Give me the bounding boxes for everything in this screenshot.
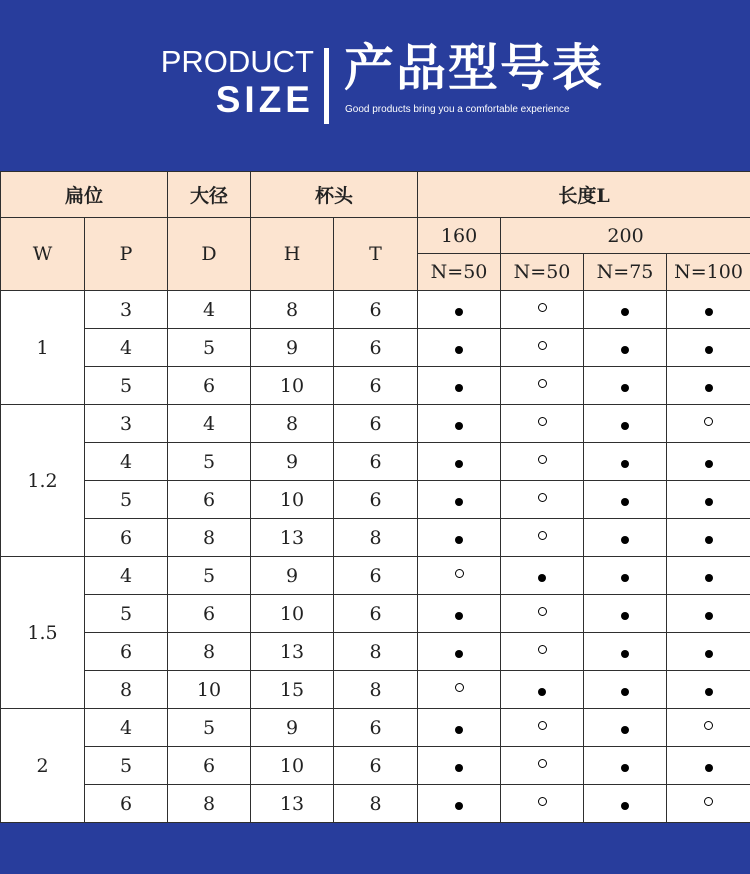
t-value: 6 — [334, 557, 418, 595]
availability-cell — [418, 633, 501, 671]
availability-cell — [501, 481, 584, 519]
hollow-circle-icon — [538, 759, 547, 768]
availability-cell — [418, 747, 501, 785]
filled-dot-icon — [455, 764, 463, 772]
filled-dot-icon — [455, 308, 463, 316]
size-word: SIZE — [215, 79, 314, 120]
availability-cell — [501, 671, 584, 709]
filled-dot-icon — [705, 308, 713, 316]
page-header — [0, 0, 750, 168]
brand-block — [161, 46, 314, 120]
table-row — [1, 443, 750, 481]
t-value: 6 — [334, 709, 418, 747]
p-value: 4 — [85, 443, 168, 481]
table-row — [1, 633, 750, 671]
availability-cell — [667, 747, 750, 785]
filled-dot-icon — [705, 688, 713, 696]
w-value: 2 — [1, 709, 85, 823]
t-value: 6 — [334, 291, 418, 329]
availability-cell — [584, 481, 667, 519]
header-cup-head: 杯头 — [251, 172, 418, 218]
hollow-circle-icon — [538, 721, 547, 730]
availability-cell — [418, 709, 501, 747]
availability-cell — [418, 557, 501, 595]
hollow-circle-icon — [538, 379, 547, 388]
n-label: N=50 — [501, 254, 584, 291]
availability-cell — [667, 519, 750, 557]
product-word: PRODUCT — [160, 44, 314, 79]
hollow-circle-icon — [538, 417, 547, 426]
p-value: 5 — [85, 481, 168, 519]
filled-dot-icon — [705, 346, 713, 354]
group-header-row — [1, 172, 750, 218]
availability-cell — [667, 709, 750, 747]
h-value: 9 — [251, 557, 334, 595]
h-value: 13 — [251, 633, 334, 671]
availability-cell — [667, 329, 750, 367]
filled-dot-icon — [705, 498, 713, 506]
availability-cell — [418, 481, 501, 519]
availability-cell — [584, 557, 667, 595]
header-length: 长度L — [418, 172, 750, 218]
h-value: 10 — [251, 367, 334, 405]
availability-cell — [667, 595, 750, 633]
d-value: 8 — [168, 633, 251, 671]
availability-cell — [418, 405, 501, 443]
availability-cell — [667, 481, 750, 519]
letter-header-row — [1, 218, 750, 254]
availability-cell — [501, 367, 584, 405]
filled-dot-icon — [455, 536, 463, 544]
filled-dot-icon — [455, 612, 463, 620]
filled-dot-icon — [455, 384, 463, 392]
filled-dot-icon — [705, 764, 713, 772]
h-value: 10 — [251, 481, 334, 519]
hollow-circle-icon — [455, 683, 464, 692]
filled-dot-icon — [705, 574, 713, 582]
h-value: 10 — [251, 747, 334, 785]
h-value: 8 — [251, 291, 334, 329]
d-value: 10 — [168, 671, 251, 709]
availability-cell — [584, 367, 667, 405]
availability-cell — [667, 785, 750, 823]
t-value: 6 — [334, 481, 418, 519]
availability-cell — [418, 519, 501, 557]
length-200: 200 — [501, 218, 750, 254]
p-value: 5 — [85, 595, 168, 633]
hollow-circle-icon — [538, 531, 547, 540]
h-value: 13 — [251, 519, 334, 557]
hollow-circle-icon — [538, 645, 547, 654]
length-160: 160 — [418, 218, 501, 254]
p-value: 5 — [85, 747, 168, 785]
h-value: 9 — [251, 443, 334, 481]
availability-cell — [584, 747, 667, 785]
availability-cell — [501, 405, 584, 443]
table-row — [1, 671, 750, 709]
filled-dot-icon — [621, 688, 629, 696]
hollow-circle-icon — [538, 493, 547, 502]
availability-cell — [501, 785, 584, 823]
h-value: 8 — [251, 405, 334, 443]
availability-cell — [667, 367, 750, 405]
availability-cell — [501, 747, 584, 785]
filled-dot-icon — [621, 536, 629, 544]
filled-dot-icon — [621, 574, 629, 582]
availability-cell — [501, 519, 584, 557]
header-major-diameter: 大径 — [168, 172, 251, 218]
p-value: 6 — [85, 633, 168, 671]
availability-cell — [667, 633, 750, 671]
filled-dot-icon — [455, 460, 463, 468]
availability-cell — [501, 633, 584, 671]
d-value: 6 — [168, 595, 251, 633]
filled-dot-icon — [621, 764, 629, 772]
availability-cell — [501, 291, 584, 329]
availability-cell — [667, 405, 750, 443]
p-value: 4 — [85, 557, 168, 595]
p-value: 8 — [85, 671, 168, 709]
tagline: Good products bring you a comfortable experience — [345, 104, 570, 115]
filled-dot-icon — [705, 612, 713, 620]
t-value: 8 — [334, 633, 418, 671]
availability-cell — [584, 443, 667, 481]
hollow-circle-icon — [704, 721, 713, 730]
filled-dot-icon — [621, 726, 629, 734]
filled-dot-icon — [455, 650, 463, 658]
hollow-circle-icon — [704, 797, 713, 806]
d-value: 6 — [168, 367, 251, 405]
col-w: W — [1, 218, 85, 291]
h-value: 9 — [251, 709, 334, 747]
hollow-circle-icon — [538, 341, 547, 350]
p-value: 5 — [85, 367, 168, 405]
w-value: 1.2 — [1, 405, 85, 557]
n-label: N=75 — [584, 254, 667, 291]
availability-cell — [667, 671, 750, 709]
filled-dot-icon — [455, 346, 463, 354]
availability-cell — [584, 405, 667, 443]
spec-table — [0, 171, 750, 823]
availability-cell — [418, 595, 501, 633]
filled-dot-icon — [455, 726, 463, 734]
filled-dot-icon — [621, 422, 629, 430]
hollow-circle-icon — [538, 455, 547, 464]
filled-dot-icon — [705, 536, 713, 544]
filled-dot-icon — [455, 498, 463, 506]
hollow-circle-icon — [704, 417, 713, 426]
availability-cell — [418, 367, 501, 405]
availability-cell — [501, 557, 584, 595]
filled-dot-icon — [538, 574, 546, 582]
availability-cell — [584, 709, 667, 747]
header-divider — [324, 48, 329, 124]
w-value: 1 — [1, 291, 85, 405]
t-value: 6 — [334, 747, 418, 785]
availability-cell — [584, 671, 667, 709]
availability-cell — [667, 557, 750, 595]
h-value: 15 — [251, 671, 334, 709]
p-value: 4 — [85, 709, 168, 747]
table-row — [1, 519, 750, 557]
filled-dot-icon — [621, 384, 629, 392]
hollow-circle-icon — [538, 797, 547, 806]
filled-dot-icon — [621, 802, 629, 810]
d-value: 6 — [168, 747, 251, 785]
d-value: 5 — [168, 557, 251, 595]
filled-dot-icon — [621, 650, 629, 658]
availability-cell — [584, 785, 667, 823]
d-value: 5 — [168, 443, 251, 481]
filled-dot-icon — [455, 802, 463, 810]
availability-cell — [501, 709, 584, 747]
availability-cell — [584, 633, 667, 671]
availability-cell — [418, 785, 501, 823]
h-value: 10 — [251, 595, 334, 633]
availability-cell — [667, 443, 750, 481]
t-value: 8 — [334, 785, 418, 823]
availability-cell — [418, 671, 501, 709]
hollow-circle-icon — [538, 607, 547, 616]
col-p: P — [85, 218, 168, 291]
hollow-circle-icon — [455, 569, 464, 578]
table-row — [1, 595, 750, 633]
filled-dot-icon — [621, 460, 629, 468]
p-value: 6 — [85, 519, 168, 557]
filled-dot-icon — [621, 612, 629, 620]
col-d: D — [168, 218, 251, 291]
table-row — [1, 481, 750, 519]
d-value: 5 — [168, 709, 251, 747]
d-value: 8 — [168, 785, 251, 823]
d-value: 4 — [168, 291, 251, 329]
filled-dot-icon — [621, 346, 629, 354]
availability-cell — [418, 329, 501, 367]
d-value: 4 — [168, 405, 251, 443]
t-value: 8 — [334, 671, 418, 709]
p-value: 4 — [85, 329, 168, 367]
t-value: 6 — [334, 405, 418, 443]
h-value: 9 — [251, 329, 334, 367]
d-value: 5 — [168, 329, 251, 367]
availability-cell — [501, 595, 584, 633]
filled-dot-icon — [621, 308, 629, 316]
availability-cell — [584, 519, 667, 557]
filled-dot-icon — [705, 650, 713, 658]
filled-dot-icon — [705, 384, 713, 392]
t-value: 6 — [334, 329, 418, 367]
availability-cell — [584, 291, 667, 329]
d-value: 6 — [168, 481, 251, 519]
col-h: H — [251, 218, 334, 291]
availability-cell — [667, 291, 750, 329]
col-t: T — [334, 218, 418, 291]
table-row — [1, 329, 750, 367]
h-value: 13 — [251, 785, 334, 823]
t-value: 6 — [334, 367, 418, 405]
availability-cell — [501, 443, 584, 481]
table-row — [1, 291, 750, 329]
availability-cell — [418, 443, 501, 481]
n-label: N=50 — [418, 254, 501, 291]
t-value: 6 — [334, 595, 418, 633]
availability-cell — [501, 329, 584, 367]
availability-cell — [584, 595, 667, 633]
d-value: 8 — [168, 519, 251, 557]
w-value: 1.5 — [1, 557, 85, 709]
hollow-circle-icon — [538, 303, 547, 312]
page-title: 产品型号表 — [344, 39, 604, 97]
table-row — [1, 709, 750, 747]
p-value: 3 — [85, 291, 168, 329]
table-row — [1, 785, 750, 823]
p-value: 6 — [85, 785, 168, 823]
availability-cell — [418, 291, 501, 329]
p-value: 3 — [85, 405, 168, 443]
table-row — [1, 367, 750, 405]
table-row — [1, 557, 750, 595]
header-flat: 扁位 — [1, 172, 168, 218]
table-row — [1, 405, 750, 443]
filled-dot-icon — [538, 688, 546, 696]
filled-dot-icon — [705, 460, 713, 468]
filled-dot-icon — [621, 498, 629, 506]
availability-cell — [584, 329, 667, 367]
n-label: N=100 — [667, 254, 750, 291]
t-value: 6 — [334, 443, 418, 481]
table-row — [1, 747, 750, 785]
filled-dot-icon — [455, 422, 463, 430]
t-value: 8 — [334, 519, 418, 557]
